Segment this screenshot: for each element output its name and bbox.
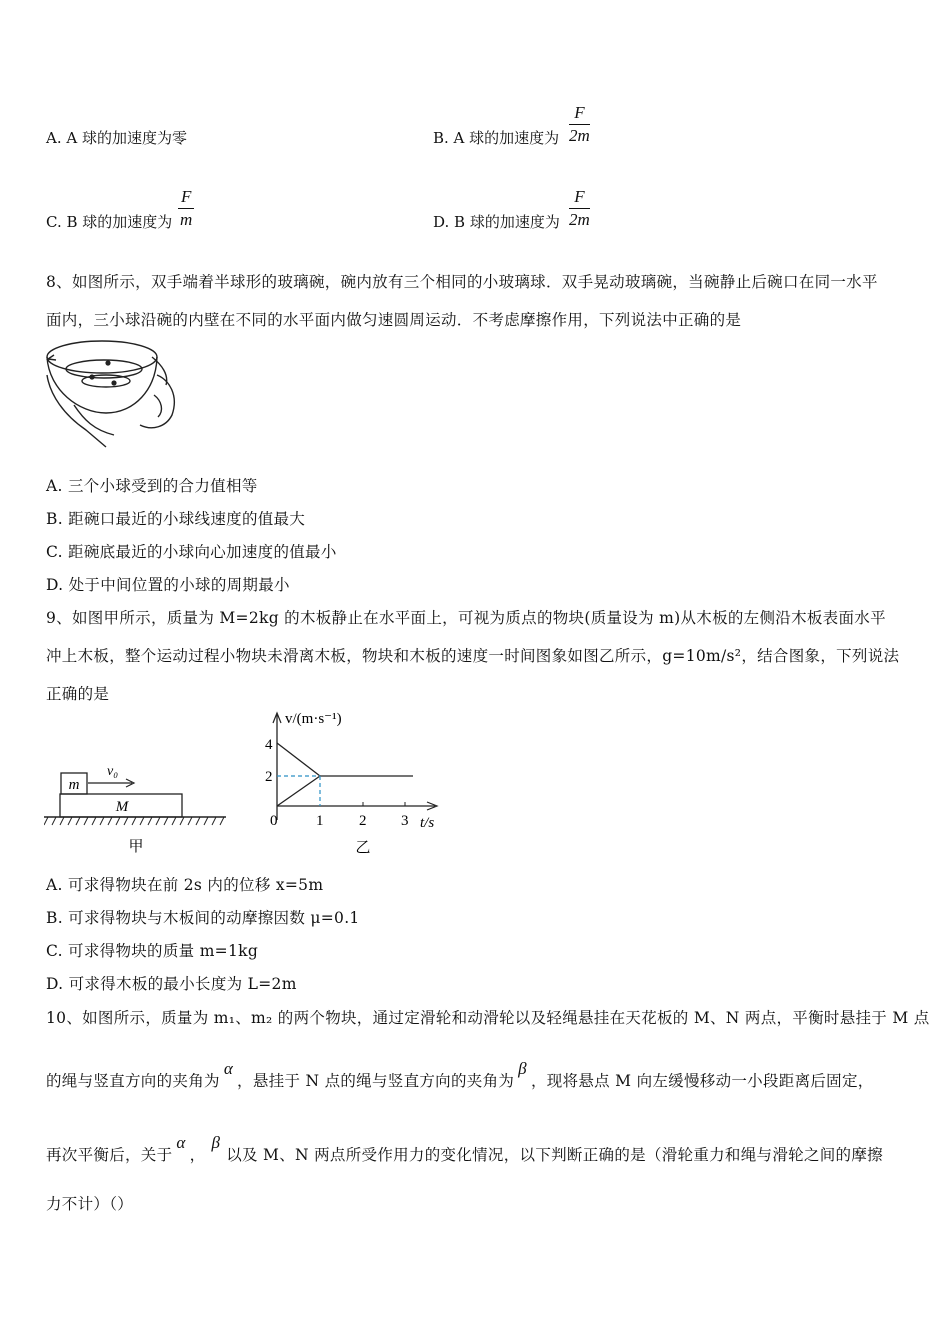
fraction-denominator: m bbox=[180, 210, 193, 229]
fraction-denominator: 2m bbox=[569, 210, 590, 229]
q7-fraction-b bbox=[569, 102, 590, 147]
q9-option-c: C. 可求得物块的质量 m=1kg bbox=[46, 942, 259, 960]
figure-yi-caption: 乙 bbox=[355, 840, 371, 856]
q7-option-d: D. B 球的加速度为 bbox=[433, 213, 560, 231]
graph-y-tick-2: 2 bbox=[265, 769, 273, 785]
q8-option-a: A. 三个小球受到的合力值相等 bbox=[46, 477, 258, 495]
q10-line3-comma: ， bbox=[189, 1146, 206, 1164]
q8-option-b: B. 距碗口最近的小球线速度的值最大 bbox=[46, 510, 306, 528]
q7-fraction-c bbox=[178, 186, 194, 231]
graph-x-tick-0: 0 bbox=[270, 813, 278, 829]
beta-symbol: β bbox=[518, 1059, 527, 1078]
mass-m-label: m bbox=[68, 777, 80, 793]
q8-option-d: D. 处于中间位置的小球的周期最小 bbox=[46, 576, 290, 594]
q9-stem-line2: 冲上木板，整个运动过程小物块未滑离木板，物块和木板的速度一时间图象如图乙所示，g=10m/s²，结合图象，下列说法 bbox=[46, 647, 900, 665]
fraction-denominator: 2m bbox=[569, 126, 590, 145]
velocity-v0-label: v₀ bbox=[107, 764, 119, 779]
q10-stem-line2 bbox=[46, 1059, 874, 1091]
fraction-numerator: F bbox=[569, 102, 590, 125]
q7-fraction-d bbox=[569, 186, 590, 231]
bowl-hands-figure bbox=[44, 335, 184, 451]
q9-stem-line3: 正确的是 bbox=[46, 685, 110, 703]
q9-option-b: B. 可求得物块与木板间的动摩擦因数 μ=0.1 bbox=[46, 909, 360, 927]
q10-line3-part2: 以及 M、N 两点所受作用力的变化情况，以下判断正确的是（滑轮重力和绳与滑轮之间的摩擦 bbox=[226, 1146, 883, 1164]
q10-stem-line3 bbox=[46, 1133, 883, 1165]
q10-line2-part1: 的绳与竖直方向的夹角为 bbox=[46, 1072, 220, 1090]
graph-y-axis-label: v/(m·s⁻¹) bbox=[285, 711, 342, 727]
alpha-symbol: α bbox=[223, 1059, 234, 1078]
graph-y-tick-4: 4 bbox=[265, 737, 273, 753]
fraction-numerator: F bbox=[178, 186, 194, 209]
q10-line3-part1: 再次平衡后，关于 bbox=[46, 1146, 173, 1164]
q8-stem-line1: 8、如图所示，双手端着半球形的玻璃碗，碗内放有三个相同的小玻璃球．双手晃动玻璃碗，当碗静止后碗口在同一水平 bbox=[46, 273, 878, 291]
figure-jia-caption: 甲 bbox=[128, 839, 144, 855]
velocity-time-graph bbox=[255, 705, 455, 860]
q9-option-d: D. 可求得木板的最小长度为 L=2m bbox=[46, 975, 297, 993]
graph-x-tick-1: 1 bbox=[316, 813, 324, 829]
q7-option-b: B. A 球的加速度为 bbox=[433, 129, 560, 147]
block-on-board-figure bbox=[44, 755, 234, 860]
q9-option-a: A. 可求得物块在前 2s 内的位移 x=5m bbox=[46, 876, 324, 894]
q10-stem-line4: 力不计）（） bbox=[46, 1195, 134, 1213]
q10-line2-part3: ，现将悬点 M 向左缓慢移动一小段距离后固定， bbox=[530, 1072, 874, 1090]
graph-x-tick-3: 3 bbox=[401, 813, 409, 829]
graph-x-axis-label: t/s bbox=[420, 815, 435, 831]
q8-option-c: C. 距碗底最近的小球向心加速度的值最小 bbox=[46, 543, 337, 561]
q10-line2-part2: ，悬挂于 N 点的绳与竖直方向的夹角为 bbox=[237, 1072, 515, 1090]
q8-stem-line2: 面内，三小球沿碗的内壁在不同的水平面内做匀速圆周运动．不考虑摩擦作用，下列说法中正确的是 bbox=[46, 311, 742, 329]
fraction-numerator: F bbox=[569, 186, 590, 209]
beta-symbol-2: β bbox=[211, 1133, 221, 1152]
q7-option-c: C. B 球的加速度为 bbox=[46, 213, 173, 231]
q7-option-a: A. A 球的加速度为零 bbox=[46, 129, 187, 147]
q9-stem-line1: 9、如图甲所示，质量为 M=2kg 的木板静止在水平面上，可视为质点的物块(质量设为 m)从木板的左侧沿木板表面水平 bbox=[46, 609, 886, 627]
graph-x-tick-2: 2 bbox=[359, 813, 367, 829]
q10-stem-line1: 10、如图所示，质量为 m₁、m₂ 的两个物块，通过定滑轮和动滑轮以及轻绳悬挂在天花板的 M、N 两点，平衡时悬挂于 M 点 bbox=[46, 1009, 930, 1027]
mass-M-label: M bbox=[115, 799, 129, 815]
alpha-symbol-2: α bbox=[176, 1133, 186, 1152]
